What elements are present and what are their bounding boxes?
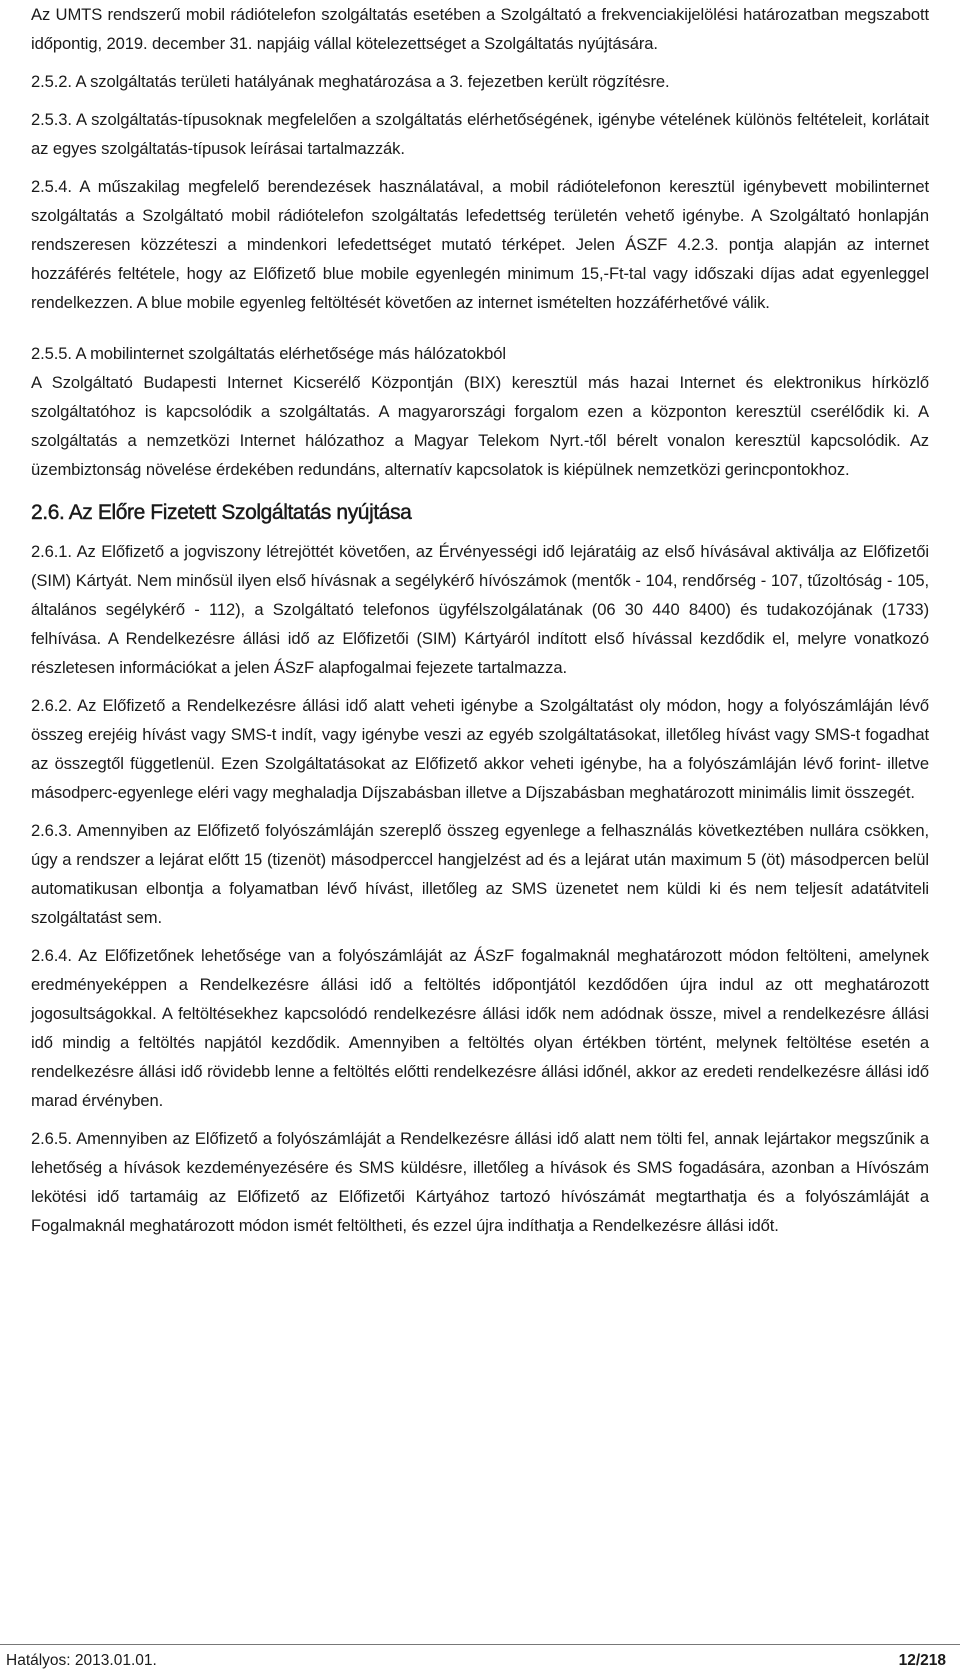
- footer-divider: [0, 1644, 960, 1645]
- paragraph-2-6-3: 2.6.3. Amennyiben az Előfizető folyószámláján szereplő összeg egyenlege a felhasználás következtében nullára csökken, úgy a rendszer a lejárat előtt 15 (tizenöt) másodperccel hangjelzést ad és a lejárat után maximum 5 (öt) másodpercen belül automatikusan elbontja a folyamatban lévő hívást, illetőleg az SMS üzenetet nem küldi ki és nem teljesít adatátviteli szolgáltatást sem.: [31, 821, 929, 927]
- paragraph-2-6-4: 2.6.4. Az Előfizetőnek lehetősége van a folyószámláját az ÁSzF fogalmaknál meghatározott módon feltölteni, amelynek eredményeképpen a Rendelkezésre állási idő a feltöltés időpontjától kezdődően újra indul az ott meghatározott jogosultságokkal. A feltöltésekhez kapcsolódó rendelkezésre állási idők nem adódnak össze, mivel a rendelkezésre állási idő mindig a feltöltés napjától kezdődik. Amennyiben a feltöltés olyan értékben történt, melynek feltöltése esetén a rendelkezésre állási idő rövidebb lenne a feltöltés előtti rendelkezésre állási időnél, akkor az eredeti rendelkezésre állási idő marad érvényben.: [31, 946, 929, 1110]
- paragraph-2-5-3: 2.5.3. A szolgáltatás-típusoknak megfelelően a szolgáltatás elérhetőségének, igénybe vételének különös feltételeit, korlátait az egyes szolgáltatás-típusok leírásai tartalmazzák.: [31, 110, 929, 158]
- paragraph-2-5-5: 2.5.5. A mobilinternet szolgáltatás elérhetősége más hálózatokból A Szolgáltató Budapesti Internet Kicserélő Központján (BIX) keresztül más hazai Internet és elektronikus hírközlő szolgáltatóhoz is kapcsolódik a szolgáltatás. A magyarországi forgalom ezen a központon keresztül cserélődik ki. A szolgáltatás a nemzetközi Internet hálózathoz a Magyar Telekom Nyrt.-től bérelt vonalon keresztül kapcsolódik. Az üzembiztonság növelése érdekében redundáns, alternatív kapcsolatok is kiépülnek nemzetközi gerincpontokhoz.: [31, 344, 929, 479]
- paragraph-2-6-2: 2.6.2. Az Előfizető a Rendelkezésre állási idő alatt veheti igénybe a Szolgáltatást oly módon, hogy a folyószámláján lévő összeg erejéig hívást vagy SMS-t indít, vagy igénybe veszi az egyéb szolgáltatásokat, illetőleg hívást vagy SMS-t fogadhat az összegtől függetlenül. Ezen Szolgáltatásokat az Előfizető akkor veheti igénybe, ha a folyószámláján lévő forint- illetve másodperc-egyenlege eléri vagy meghaladja Díjszabásban illetve a Díjszabásban meghatározott minimális limit összegét.: [31, 696, 929, 802]
- paragraph-2-5-4: 2.5.4. A műszakilag megfelelő berendezések használatával, a mobil rádiótelefonon keresztül igénybevett mobilinternet szolgáltatás a Szolgáltató mobil rádiótelefon szolgáltatás lefedettség területén vehető igénybe. A Szolgáltató honlapján rendszeresen közzéteszi a mindenkori lefedettséget mutató térképet. Jelen ÁSZF 4.2.3. pontja alapján az internet hozzáférés feltétele, hogy az Előfizető blue mobile egyenlegén minimum 15,-Ft-tal vagy időszaki díjas adat egyenleggel rendelkezzen. A blue mobile egyenleg feltöltését követően az internet ismételten hozzáférhetővé válik.: [31, 177, 929, 312]
- page-number: 12/218: [898, 1652, 946, 1669]
- paragraph-2-6-1: 2.6.1. Az Előfizető a jogviszony létrejöttét követően, az Érvényességi idő lejáratáig az első hívásával aktiválja az Előfizetői (SIM) Kártyát. Nem minősül ilyen első hívásnak a segélykérő hívószámok (mentők - 104, rendőrség - 107, tűzoltóság - 105, általános segélykérő - 112), a Szolgáltató telefonos ügyfélszolgálatának (06 30 440 8400) és tudakozójának (1733) felhívása. A Rendelkezésre állási idő az Előfizetői (SIM) Kártyáról indított első hívással kezdődik el, melyre vonatkozó részletesen információkat a jelen ÁSzF alapfogalmai fejezete tartalmazza.: [31, 542, 929, 677]
- effective-date: Hatályos: 2013.01.01.: [6, 1652, 157, 1669]
- paragraph-2-5-2: 2.5.2. A szolgáltatás területi hatályának meghatározása a 3. fejezetben került rögzítésre.: [31, 72, 670, 91]
- section-heading-2-6: 2.6. Az Előre Fizetett Szolgáltatás nyújtása: [31, 501, 412, 524]
- paragraph-2-6-5: 2.6.5. Amennyiben az Előfizető a folyószámláját a Rendelkezésre állási idő alatt nem tölti fel, annak lejártakor megszűnik a lehetőség a hívások kezdeményezésére és SMS küldésre, illetőleg a hívások és SMS fogadására, azonban a Hívószám lekötési idő tartamáig az Előfizető az Előfizetői Kártyához tartozó hívószámát megtarthatja és a folyószámláját a Fogalmaknál meghatározott módon ismét feltöltheti, és ezzel újra indíthatja a Rendelkezésre állási időt.: [31, 1129, 929, 1235]
- page-footer: [0, 1644, 960, 1674]
- document-page: [31, 0, 929, 1240]
- paragraph-umts-commitment: Az UMTS rendszerű mobil rádiótelefon szolgáltatás esetében a Szolgáltató a frekvenciakijelölési határozatban megszabott időpontig, 2019. december 31. napjáig vállal kötelezettséget a Szolgáltatás nyújtására.: [31, 5, 929, 53]
